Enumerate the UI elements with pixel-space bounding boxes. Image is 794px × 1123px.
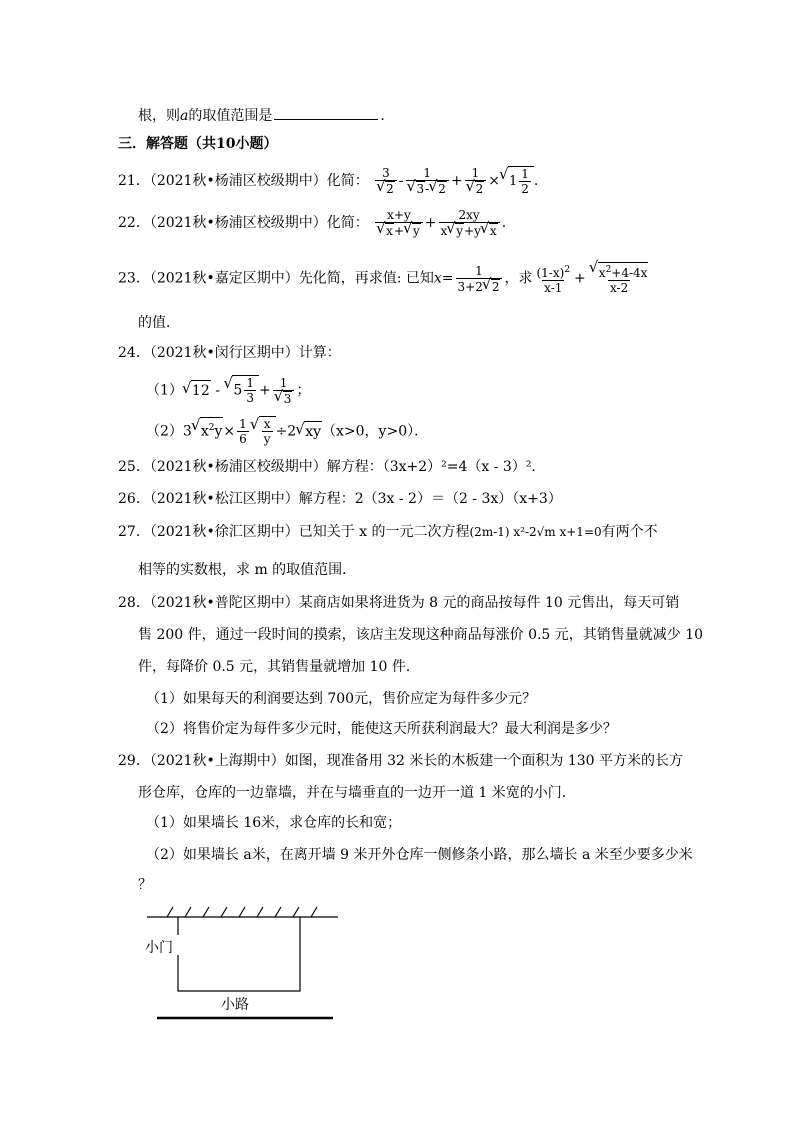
question-22: 22．（2021秋•杨浦区校级期中）化简： x+y √ x+√ y + $\frac{2xy}{x√ y+y√ x}$ .: [118, 208, 506, 238]
q27-line2: 相等的实数根，求 m 的取值范围．: [138, 562, 357, 578]
q21-stem: 21．（2021秋•杨浦区校级期中）化简：: [118, 173, 369, 189]
q24-2-label: （2）: [146, 423, 183, 440]
q27-stem: 27．（2021秋•徐汇区期中）已知关于 x 的一元二次方程: [118, 524, 470, 540]
q23-x-frac: $\frac{1}{3+2√ 2}$: [456, 264, 503, 294]
q24-1-label: （1）: [146, 382, 183, 399]
q28-line3: 件，每降价 0.5 元，其销售量就增加 10 件．: [138, 659, 420, 675]
question-23: 23．（2021秋•嘉定区期中）先化简，再求值: 已知x= $\frac{1}{3+2√ 2}$ ，求 $\frac{(1-x)^2}{x-1}$ + √ $\frac{x^2+4-4x}{x-2}$: [118, 262, 652, 295]
q28-line2: 售 200 件，通过一段时间的摸索，该店主发现这种商品每涨价 0.5 元，其销售量就减少 10: [138, 627, 704, 643]
q23-mid: ，求: [504, 270, 533, 287]
q28-sub2: （2）将售价定为每件多少元时，能使这天所获利润最大？最大利润是多少？: [146, 721, 617, 737]
q27-post: 有两个不: [601, 524, 658, 540]
q29-sub2: （2）如果墙长 a米，在离开墙 9 米开外仓库一侧修条小路，那么墙长 a 米至少要多少米: [146, 847, 693, 863]
q24-2-cond: （x>0，y>0）．: [322, 423, 429, 440]
q29-sub1: （1）如果墙长 16米，求仓库的长和宽；: [146, 815, 402, 831]
section-heading: 三．解答题（共10小题）: [118, 136, 278, 152]
warehouse-outline: [178, 917, 300, 991]
q29-line2: 形仓库，仓库的一边靠墙，并在与墙垂直的一边开一道 1 米宽的小门．: [138, 785, 576, 801]
question-21: 21．（2021秋•杨浦区校级期中）化简： 3 √ 2 - 1 √ 3-√ 2 + 1 √ 2 ×√ 1 $\frac{1}{2}$ .: [118, 166, 538, 196]
q27-equation: (2m-1) x²-2√m x+1=0: [469, 525, 602, 539]
q24-part1: （1）√ 12 - √ 5 $\frac{1}{3}$ + 1 √ 3 ；: [146, 375, 310, 406]
warehouse-figure: [145, 905, 345, 1030]
q21-frac1: 3 √ 2: [375, 166, 397, 196]
q24-part2: （2）3√ $x^2y\times$ $\frac{1}{6}$ √ $\frac{x}{y}$ ÷2√ xy（x>0，y>0）．: [146, 416, 428, 446]
q21-root: √ 1 $\frac{1}{2}$: [508, 166, 534, 196]
q23-frac1: $\frac{(1-x)^2}{x-1}$: [536, 264, 571, 295]
q21-frac2: 1 √ 3-√ 2: [406, 166, 449, 196]
q29-line1: 29．（2021秋•上海期中）如图，现准备用 32 米长的木板建一个面积为 130 平方米的长方: [118, 753, 684, 769]
question-27: [118, 522, 658, 542]
answer-blank: [274, 105, 378, 120]
q22-frac2: $\frac{2xy}{x√ y+y√ x}$: [439, 208, 500, 238]
wall-hatching: [167, 907, 317, 917]
q20-dot: .: [380, 108, 385, 124]
q20-var: a: [180, 108, 189, 124]
q20-tail-line: [138, 105, 385, 126]
q24-stem: 24．（2021秋•闵行区期中）计算：: [118, 345, 341, 361]
q29-sub2-cont: ？: [138, 877, 152, 893]
question-26: 26．（2021秋•松江区期中）解方程：2（3x - 2）＝（2 - 3x）（x+3）: [118, 491, 562, 507]
q28-sub1: （1）如果每天的利润要达到 700元，售价应定为每件多少元？: [146, 691, 537, 707]
q28-line1: 28．（2021秋•普陀区期中）某商店如果将进货为 8 元的商品按每件 10 元售出，每天可销: [118, 595, 680, 611]
q22-stem: 22．（2021秋•杨浦区校级期中）化简：: [118, 215, 369, 231]
road-label: 小路: [221, 997, 249, 1013]
q23-frac2: √ $\frac{x^2+4-4x}{x-2}$: [588, 262, 651, 295]
q20-text2: 的取值范围是: [188, 108, 273, 124]
q23-stem: 23．（2021秋•嘉定区期中）先化简，再求值: 已知: [118, 270, 434, 287]
q20-text: 根，则: [138, 108, 180, 124]
q23-end: 的值．: [138, 315, 180, 331]
door-label: 小门: [145, 940, 173, 956]
question-25: 25．（2021秋•杨浦区校级期中）解方程：（3x+2）²=4（x - 3）².: [118, 459, 536, 475]
q21-frac3: 1 √ 2: [465, 166, 487, 196]
q22-frac1: x+y √ x+√ y: [375, 208, 423, 238]
